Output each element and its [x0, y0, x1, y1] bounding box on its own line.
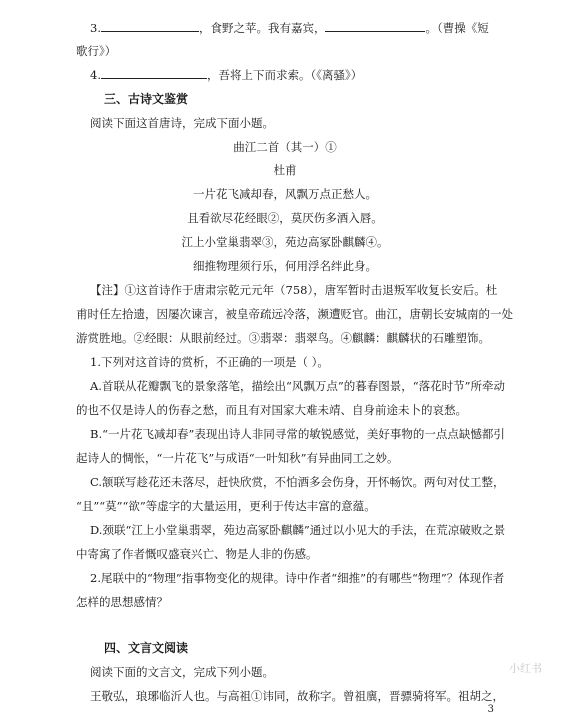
section-intro: 阅读下面的文言文，完成下列小题。	[90, 665, 274, 679]
option-b: B.“一片花飞减却春”表现出诗人非同寻常的敏锐感觉，美好事物的一点点缺憾都引	[90, 427, 505, 441]
option-a-cont: 的也不仅是诗人的伤春之愁，而且有对国家大难未靖、自身前途未卜的哀愁。	[76, 403, 467, 417]
question-text: ，食野之苹。我有嘉宾，	[198, 21, 326, 35]
question-1: 1.下列对这首诗的赏析，不正确的一项是（ ）。	[90, 355, 329, 369]
option-c-cont: “且”“莫”“欲”等虚字的大量运用，更利于传达丰富的意蕴。	[76, 499, 376, 513]
poem-note: 甫时任左拾遗，因屡次谏言，被皇帝疏远冷落，濒遭贬官。曲江，唐朝长安城南的一处	[76, 307, 513, 321]
question-number: 3.	[90, 21, 101, 35]
poem-title: 曲江二首（其一）①	[233, 140, 337, 154]
watermark-logo: 小红书	[509, 662, 542, 675]
poem-line: 细推物理须行乐，何用浮名绊此身。	[193, 259, 377, 273]
page-number: 3	[487, 704, 494, 715]
question-4	[90, 67, 362, 83]
option-b-cont: 起诗人的惆怅，“一片花飞”与成语“一叶知秋”有异曲同工之妙。	[76, 451, 399, 465]
passage-line: 王敬弘，琅琊临沂人也。与高祖①讳同，故称字。曾祖廙，晋骠骑将军。祖胡之，	[90, 689, 504, 703]
question-number: 4.	[90, 68, 101, 82]
section-intro: 阅读下面这首唐诗，完成下面小题。	[90, 116, 274, 130]
poem-note: 【注】①这首诗作于唐肃宗乾元元年（758），唐军暂时击退叛军收复长安后。杜	[90, 283, 498, 297]
answer-blank	[101, 67, 207, 79]
poem-line: 一片花飞减却春，风飘万点正愁人。	[193, 187, 377, 201]
question-3-cont: 歌行》）	[76, 44, 117, 58]
question-2: 2.尾联中的“物理”指事物变化的规律。诗中作者“细推”的有哪些“物理”？体现作者	[90, 571, 505, 585]
section-heading: 四、文言文阅读	[104, 641, 189, 655]
poem-line: 江上小堂巢翡翠③，苑边高冢卧麒麟④。	[181, 235, 389, 249]
option-d-cont: 中寄寓了作者慨叹盛衰兴亡、物是人非的伤感。	[76, 547, 318, 561]
poem-author: 杜甫	[273, 163, 297, 177]
question-3	[90, 20, 489, 36]
question-text: ，吾将上下而求索。（《离骚》）	[206, 68, 363, 82]
poem-note: 游赏胜地。②经眼：从眼前经过。③翡翠：翡翠鸟。④麒麟：麒麟状的石雕塑饰。	[76, 331, 490, 345]
question-2-cont: 怎样的思想感情？	[76, 595, 168, 609]
answer-blank	[325, 20, 425, 32]
section-heading: 三、古诗文鉴赏	[104, 92, 189, 106]
poem-line: 且看欲尽花经眼②，莫厌伤多酒入唇。	[187, 211, 383, 225]
option-d: D.颈联“江上小堂巢翡翠，苑边高冢卧麒麟”通过以小见大的手法，在荒凉破败之景	[90, 523, 506, 537]
option-a: A.首联从花瓣飘飞的景象落笔，描绘出“风飘万点”的暮春图景，“落花时节”所牵动	[90, 379, 505, 393]
option-c: C.颔联写趁花还未落尽，赶快欣赏，不怕酒多会伤身，开怀畅饮。两句对仗工整，	[90, 475, 505, 489]
answer-blank	[101, 20, 199, 32]
question-text: 。（曹操《短	[425, 21, 489, 35]
